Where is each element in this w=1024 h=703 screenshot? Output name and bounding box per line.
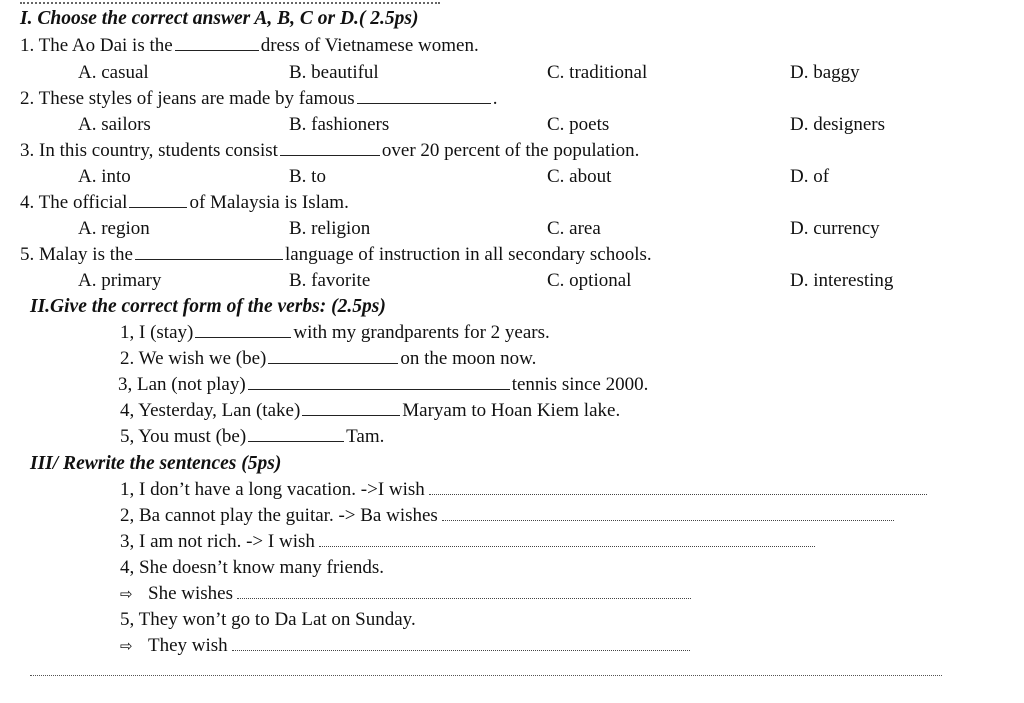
answer-dotted-line[interactable] (232, 636, 690, 651)
rewrite-item-5: 5, They won’t go to Da Lat on Sunday. (120, 609, 416, 630)
answer-blank[interactable] (357, 89, 491, 104)
answer-blank[interactable] (129, 193, 187, 208)
question-5: 5. Malay is the language of instruction in all secondary schools. (20, 244, 652, 265)
answer-blank[interactable] (195, 323, 291, 338)
option-4d[interactable]: D. currency (790, 218, 880, 239)
answer-dotted-line[interactable] (442, 506, 894, 521)
arrow-icon: ⇨ (120, 637, 133, 655)
option-4b[interactable]: B. religion (289, 218, 371, 239)
option-4c[interactable]: C. area (547, 218, 601, 239)
answer-dotted-line[interactable] (429, 480, 927, 495)
bottom-dotted-line[interactable] (30, 675, 942, 676)
question-4: 4. The official of Malaysia is Islam. (20, 192, 349, 213)
option-3c[interactable]: C. about (547, 166, 612, 187)
option-5c[interactable]: C. optional (547, 270, 632, 291)
verb-item-2: 2. We wish we (be) on the moon now. (120, 348, 537, 369)
option-5d[interactable]: D. interesting (790, 270, 894, 291)
option-3b[interactable]: B. to (289, 166, 326, 187)
answer-dotted-line[interactable] (237, 584, 691, 599)
verb-item-1: 1, I (stay) with my grandparents for 2 years. (120, 322, 550, 343)
answer-dotted-line[interactable] (319, 532, 815, 547)
answer-blank[interactable] (135, 245, 283, 260)
top-dotted-line (20, 0, 440, 4)
section3-heading: III/ Rewrite the sentences (5ps) (30, 453, 282, 474)
rewrite-item-4-answer: ⇨ She wishes (120, 583, 691, 605)
option-3d[interactable]: D. of (790, 166, 830, 187)
rewrite-item-5-answer: ⇨ They wish (120, 635, 690, 657)
option-2b[interactable]: B. fashioners (289, 114, 390, 135)
section1-heading: I. Choose the correct answer A, B, C or D.( 2.5ps) (20, 8, 419, 29)
answer-blank[interactable] (175, 36, 259, 51)
option-5a[interactable]: A. primary (78, 270, 162, 291)
question-2: 2. These styles of jeans are made by famous . (20, 88, 498, 109)
option-1a[interactable]: A. casual (78, 62, 149, 83)
rewrite-item-2: 2, Ba cannot play the guitar. -> Ba wishes (120, 505, 894, 527)
option-2a[interactable]: A. sailors (78, 114, 151, 135)
option-4a[interactable]: A. region (78, 218, 150, 239)
option-3a[interactable]: A. into (78, 166, 131, 187)
answer-blank[interactable] (248, 375, 510, 390)
rewrite-item-1: 1, I don’t have a long vacation. ->I wish (120, 479, 927, 501)
verb-item-3: 3, Lan (not play) tennis since 2000. (118, 374, 649, 395)
verb-item-5: 5, You must (be) Tam. (120, 426, 385, 447)
option-1b[interactable]: B. beautiful (289, 62, 379, 83)
section2-heading: II.Give the correct form of the verbs: (2.5ps) (30, 296, 386, 317)
option-1d[interactable]: D. baggy (790, 62, 860, 83)
option-5b[interactable]: B. favorite (289, 270, 371, 291)
option-2d[interactable]: D. designers (790, 114, 885, 135)
question-3: 3. In this country, students consist over 20 percent of the population. (20, 140, 640, 161)
answer-blank[interactable] (302, 401, 400, 416)
answer-blank[interactable] (268, 349, 398, 364)
verb-item-4: 4, Yesterday, Lan (take) Maryam to Hoan Kiem lake. (120, 400, 621, 421)
rewrite-item-3: 3, I am not rich. -> I wish (120, 531, 815, 553)
option-2c[interactable]: C. poets (547, 114, 610, 135)
arrow-icon: ⇨ (120, 585, 133, 603)
answer-blank[interactable] (280, 141, 380, 156)
answer-blank[interactable] (248, 427, 344, 442)
question-1: 1. The Ao Dai is the dress of Vietnamese women. (20, 35, 479, 56)
rewrite-item-4: 4, She doesn’t know many friends. (120, 557, 385, 578)
option-1c[interactable]: C. traditional (547, 62, 648, 83)
